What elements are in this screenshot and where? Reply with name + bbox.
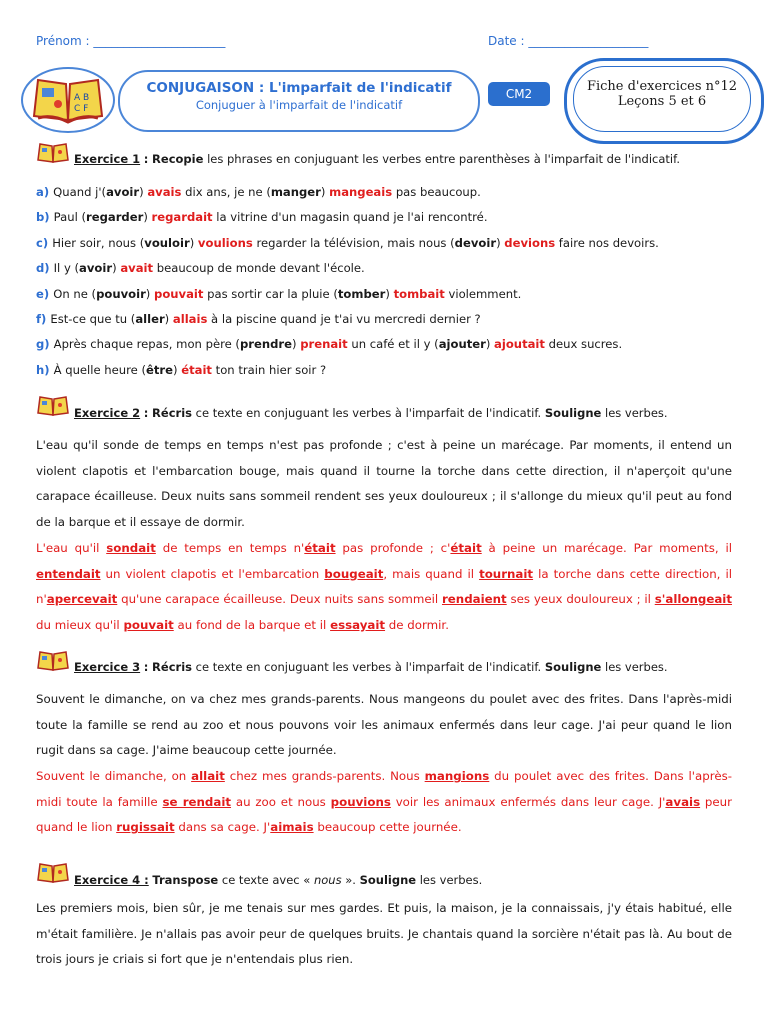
underlined-verb: bougeait [324,566,384,581]
exercise-1-item [36,287,521,301]
underlined-verb: rugissait [116,820,175,835]
sentence-text: Il y ( [53,261,80,276]
conjugated-answer: devions [504,235,556,250]
conjugated-answer: tombait [393,286,445,301]
conjugated-answer: était [181,362,212,377]
sentence-text: dix ans, je ne ( [181,185,271,199]
answer-text: peur quand le lion [36,794,733,835]
answer-text: beaucoup cette journée. [313,820,462,835]
fiche-label: Fiche d'exercices n°12 Leçons 5 et 6 [573,66,751,132]
item-letter: d) [36,261,54,276]
conjugated-answer: mangeais [329,185,393,199]
sentence-text: On ne ( [53,286,97,301]
exercise-1-item [36,363,326,377]
item-letter: c) [36,235,53,250]
exercise-3-text: Souvent le dimanche, on va chez mes grands-parents. Nous mangeons du poulet avec des frites. Dans l'après-midi toute la famille se rend au zoo et nous pouvons voir les animaux enfermés dans leur cage. J'ai peur quand le lion rugit dans sa cage. J'aime beaucoup cette journée. [36,692,732,758]
infinitive-verb: tomber [337,286,386,301]
sentence-text: pas sortir car la pluie ( [203,286,338,301]
sentence-text: ) [173,362,182,377]
page-title: CONJUGAISON : L'imparfait de l'indicatif [146,80,452,96]
sentence-text: faire nos devoirs. [555,235,659,250]
underlined-verb: pouvions [330,794,391,809]
level-badge: CM2 [488,82,550,106]
infinitive-verb: pouvoir [96,286,146,301]
exercise-2-instruction: Exercice 2 : Récris ce texte en conjuguant les verbes à l'imparfait de l'indicatif. Souligne les verbes. [74,406,668,420]
infinitive-verb: vouloir [144,235,190,250]
sentence-text: ) [496,235,505,250]
underlined-verb: essayait [330,617,386,632]
exercise-4-book-icon [36,860,70,884]
answer-text: de dormir. [385,617,449,632]
conjugated-answer: voulions [197,235,253,250]
sentence-text: pas beaucoup. [392,185,481,199]
sentence-text: ) [112,261,121,276]
sentence-text: Est-ce que tu ( [50,312,136,326]
sentence-text: Hier soir, nous ( [52,235,145,250]
answer-text: Souvent le dimanche, on [36,769,192,783]
answer-text: à peine un marécage. Par moments, il [481,541,733,555]
exercise-3-answer [36,764,732,841]
item-letter: h) [36,362,54,377]
exercise-4-instruction: Exercice 4 : Transpose ce texte avec « nous ». Souligne les verbes. [74,873,483,887]
svg-text:C F: C F [74,104,89,114]
infinitive-verb: avoir [106,185,140,199]
underlined-verb: allait [191,769,225,783]
conjugated-answer: prenait [300,337,348,352]
answer-text: au fond de la barque et il [173,617,331,632]
conjugated-answer: regardait [151,210,213,225]
infinitive-verb: être [146,362,173,377]
exercise-1-instruction: Exercice 1 : Recopie les phrases en conjuguant les verbes entre parenthèses à l'imparfait de l'indicatif. [74,152,680,166]
sentence-text: À quelle heure ( [53,362,146,377]
sentence-text: ) [139,185,148,199]
underlined-verb: était [450,541,482,555]
prenom-field: Prénom : ______________________ [36,34,226,48]
sentence-text: ) [145,286,155,301]
infinitive-verb: prendre [239,337,292,352]
answer-text: du poulet avec des frites. Dans l'après-midi toute la famille [36,769,732,809]
item-letter: a) [36,185,54,199]
answer-text: du mieux qu'il [36,617,124,632]
sentence-text: ) [164,312,173,326]
answer-text: pas profonde ; c' [335,541,451,555]
conjugated-answer: avais [147,185,182,199]
underlined-verb: pouvait [123,617,174,632]
title-banner [118,70,480,132]
sentence-text: ) [485,337,495,352]
sentence-text: ) [143,210,152,225]
infinitive-verb: aller [135,312,165,326]
sentence-text: un café et il y ( [347,337,439,352]
infinitive-verb: regarder [86,210,144,225]
sentence-text: Quand j'( [53,185,107,199]
answer-text: qu'une carapace écailleuse. Deux nuits sans sommeil [117,592,442,607]
exercise-4-text: Les premiers mois, bien sûr, je me tenais sur mes gardes. Et puis, la maison, je la connaissais, j'y étais habitué, elle m'était familière. Je n'allais pas avoir peur de quelques bruits. Je chantais quand la sorcière n'était pas là. Au bout de trois jours je criais si fort que je n'entendais plus rien. [36,901,732,967]
answer-text: voir les animaux enfermés dans leur cage. J' [390,794,666,809]
underlined-verb: apercevait [46,592,118,607]
answer-text: de temps en temps n' [155,541,305,555]
conjugated-answer: avait [120,261,154,276]
exercise-1-item [36,210,488,224]
underlined-verb: tournait [479,566,534,581]
answer-text: un violent clapotis et l'embarcation [100,566,325,581]
infinitive-verb: devoir [454,235,497,250]
sentence-text: deux sucres. [544,337,623,352]
sentence-text: ) [189,235,198,250]
answer-text: , mais quand il [383,566,480,581]
sentence-text: beaucoup de monde devant l'école. [153,261,365,276]
svg-text:A B: A B [74,93,90,103]
conjugated-answer: pouvait [154,286,204,301]
conjugated-answer: ajoutait [494,337,545,352]
answer-text: dans sa cage. J' [174,820,271,835]
book-logo-icon [20,64,116,134]
underlined-verb: se rendait [162,794,232,809]
sentence-text: violemment. [444,286,522,301]
exercise-2-answer [36,536,732,638]
sentence-text: ton train hier soir ? [211,362,327,377]
date-field: Date : ____________________ [488,34,649,48]
infinitive-verb: ajouter [438,337,486,352]
underlined-verb: s'allongeait [654,592,732,607]
exercise-3-instruction: Exercice 3 : Récris ce texte en conjuguant les verbes à l'imparfait de l'indicatif. Souligne les verbes. [74,660,668,674]
item-letter: e) [36,286,54,301]
exercise-1-item [36,236,659,250]
sentence-text: ) [291,337,301,352]
sentence-text: regarder la télévision, mais nous ( [252,235,455,250]
conjugated-answer: allais [172,312,208,326]
sentence-text: ) [385,286,394,301]
answer-text: L'eau qu'il [36,541,107,555]
item-letter: g) [36,337,54,352]
answer-text: la torche dans cette direction, il n' [36,566,732,607]
sentence-text: à la piscine quand je t'ai vu mercredi dernier ? [207,312,481,326]
sentence-text: la vitrine d'un magasin quand je l'ai rencontré. [212,210,488,225]
exercise-1-book-icon [36,140,70,164]
exercise-3-book-icon [36,648,70,672]
answer-text: au zoo et nous [231,794,331,809]
item-letter: b) [36,210,54,225]
answer-text: ses yeux douloureux ; il [506,592,655,607]
underlined-verb: entendait [36,566,101,581]
underlined-verb: sondait [106,541,156,555]
underlined-verb: avais [665,794,701,809]
underlined-verb: rendaient [441,592,507,607]
exercise-1-item [36,261,365,275]
item-letter: f) [36,312,51,326]
exercise-1-item [36,337,622,351]
exercise-1-item [36,312,481,326]
exercise-1-item [36,185,481,199]
infinitive-verb: manger [270,185,321,199]
sentence-text: Après chaque repas, mon père ( [53,337,240,352]
page-subtitle: Conjuguer à l'imparfait de l'indicatif [195,98,403,112]
sentence-text: ) [320,185,330,199]
exercise-2-book-icon [36,393,70,417]
sentence-text: Paul ( [53,210,86,225]
underlined-verb: était [304,541,336,555]
answer-text: chez mes grands-parents. Nous [224,769,425,783]
underlined-verb: aimais [270,820,314,835]
underlined-verb: mangions [424,769,490,783]
exercise-2-text: L'eau qu'il sonde de temps en temps n'est pas profonde ; c'est à peine un marécage. Par moments, il entend un violent clapotis et l'embarcation bouge, mais quand il tourne la torche dans cette direction, il n'aperçoit qu'une carapace écailleuse. Deux nuits sans sommeil rendent ses yeux douloureux ; il s'allonge du mieux qu'il peut au fond de la barque et il essaye de dormir. [36,438,732,529]
infinitive-verb: avoir [79,261,113,276]
